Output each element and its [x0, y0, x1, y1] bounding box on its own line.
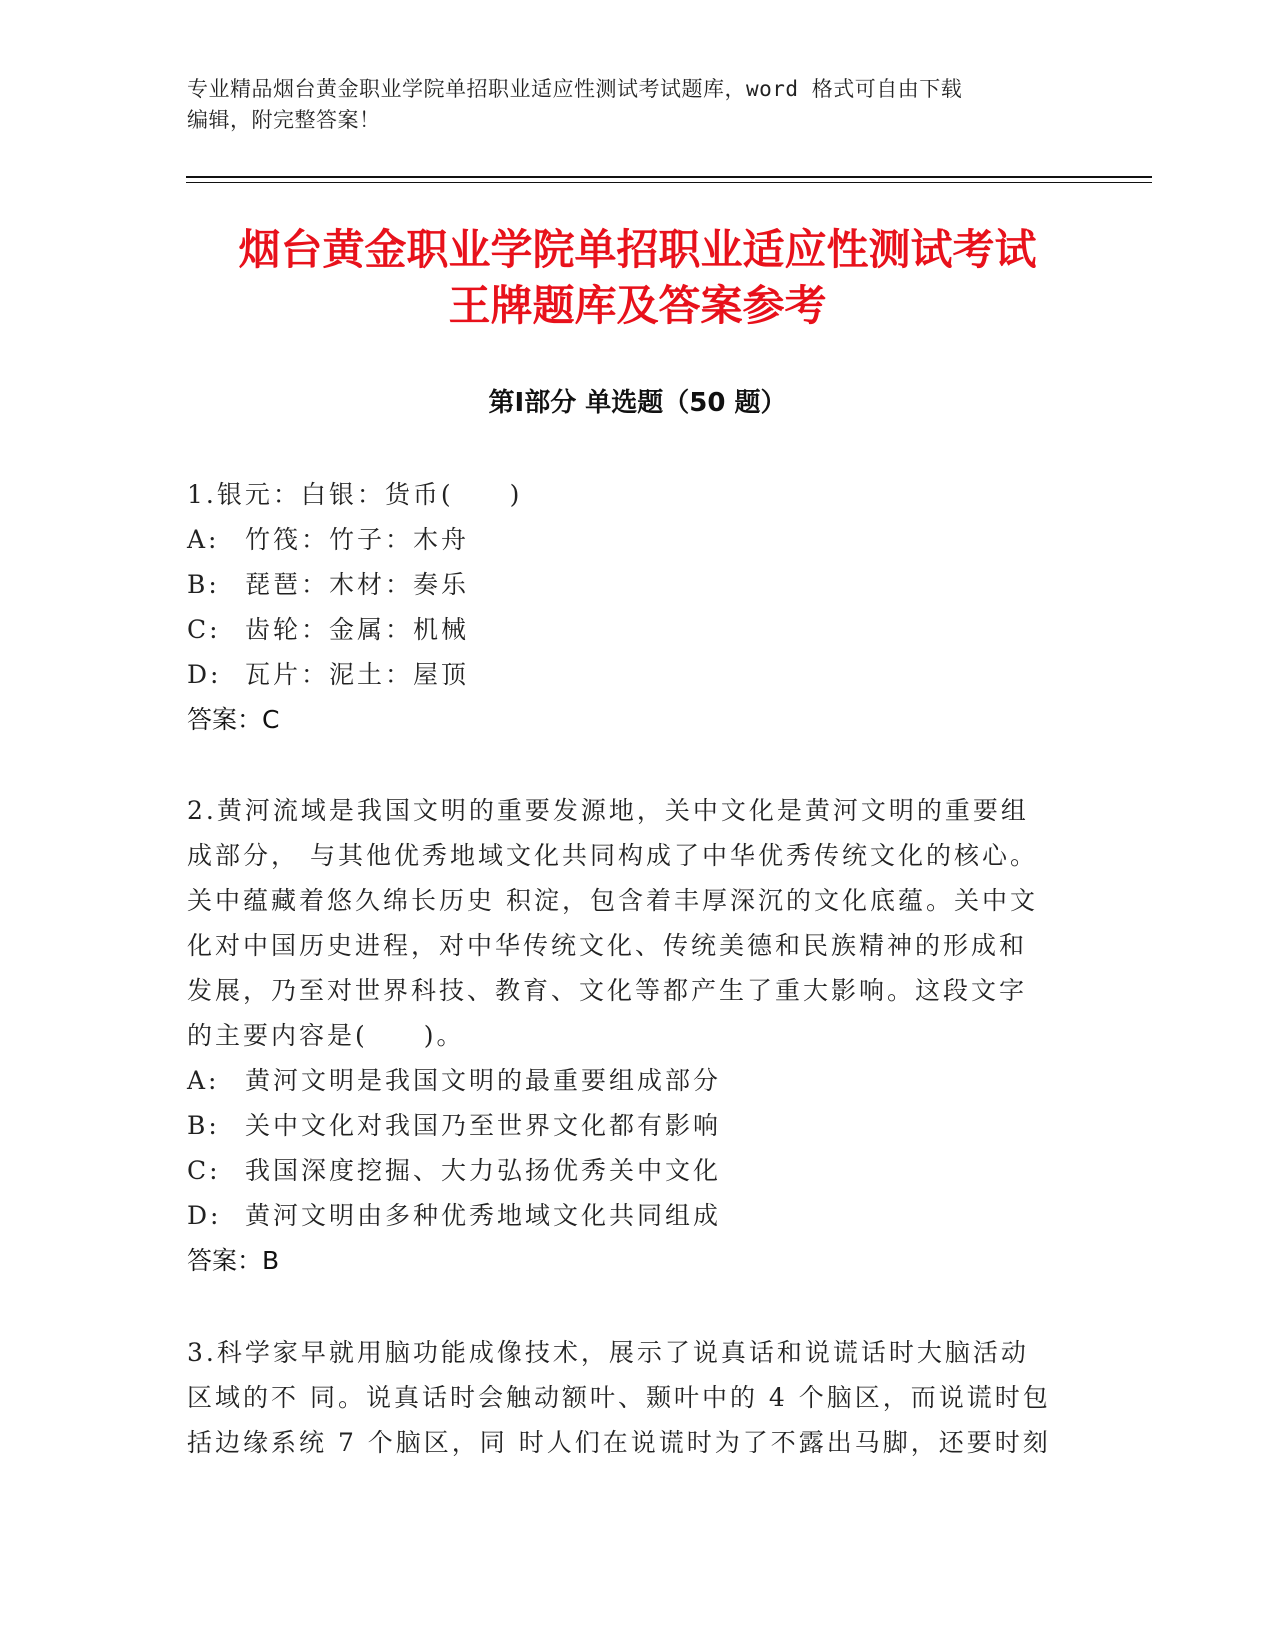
document-title-line-1: 烟台黄金职业学院单招职业适应性测试考试 [238, 225, 1037, 274]
option-text: 瓦片：泥土：屋顶 [245, 660, 470, 689]
option-text: 黄河文明是我国文明的最重要组成部分 [245, 1066, 722, 1095]
question-3 [187, 1330, 1067, 1465]
option-letter: D: [187, 660, 222, 689]
option-text: 竹筏：竹子：木舟 [245, 525, 470, 554]
question-2-text-line: 2.黄河流域是我国文明的重要发源地，关中文化是黄河文明的重要组 [187, 796, 1029, 825]
question-1-option-d [187, 652, 1067, 697]
option-text: 齿轮：金属：机械 [245, 615, 470, 644]
question-1-option-c [187, 607, 1067, 652]
question-1-option-b [187, 562, 1067, 607]
question-1-text: 1.银元：白银：货币( ) [187, 480, 523, 509]
question-2-text-line: 的主要内容是( )。 [187, 1021, 465, 1050]
header-rule-thin [186, 182, 1152, 183]
option-text: 关中文化对我国乃至世界文化都有影响 [245, 1111, 722, 1140]
document-title-line-2: 王牌题库及答案参考 [448, 281, 827, 330]
question-2-option-b [187, 1103, 1067, 1148]
option-text: 琵琶：木材：奏乐 [245, 570, 470, 599]
question-2-option-c [187, 1148, 1067, 1193]
question-1-option-a [187, 517, 1067, 562]
option-text: 黄河文明由多种优秀地域文化共同组成 [245, 1201, 722, 1230]
option-letter: D: [187, 1201, 222, 1230]
question-2-text-line: 化对中国历史进程，对中华传统文化、传统美德和民族精神的形成和 [187, 931, 1028, 960]
question-2-text-line: 关中蕴藏着悠久绵长历史 积淀，包含着丰厚深沉的文化底蕴。关中文 [187, 886, 1038, 915]
option-letter: C: [187, 1156, 221, 1185]
question-3-text-line: 区域的不 同。说真话时会触动额叶、颞叶中的 4 个脑区，而说谎时包 [187, 1383, 1051, 1412]
option-text: 我国深度挖掘、大力弘扬优秀关中文化 [245, 1156, 722, 1185]
question-2-option-a [187, 1058, 1067, 1103]
question-2-text-line: 发展，乃至对世界科技、教育、文化等都产生了重大影响。这段文字 [187, 976, 1028, 1005]
option-letter: B: [187, 1111, 220, 1140]
header-rule-thick [186, 176, 1152, 178]
option-letter: C: [187, 615, 221, 644]
option-letter: A: [187, 525, 220, 554]
question-2-option-d [187, 1193, 1067, 1238]
question-2-text-line: 成部分， 与其他优秀地域文化共同构成了中华优秀传统文化的核心。 [187, 841, 1038, 870]
question-3-text-line: 括边缘系统 7 个脑区，同 时人们在说谎时为了不露出马脚，还要时刻 [187, 1428, 1051, 1457]
question-2 [187, 788, 1067, 1283]
question-1-answer: 答案：C [187, 705, 280, 734]
question-3-text-line: 3.科学家早就用脑功能成像技术，展示了说真话和说谎话时大脑活动 [187, 1338, 1029, 1367]
question-2-answer: 答案：B [187, 1246, 280, 1275]
option-letter: B: [187, 570, 220, 599]
question-1 [187, 472, 1067, 742]
option-letter: A: [187, 1066, 220, 1095]
section-heading: 第Ⅰ部分 单选题（50 题） [488, 388, 787, 418]
header-note: 专业精品烟台黄金职业学院单招职业适应性测试考试题库，word 格式可自由下载 编辑，附完整答案！ [187, 77, 963, 132]
document-title [150, 222, 1125, 334]
